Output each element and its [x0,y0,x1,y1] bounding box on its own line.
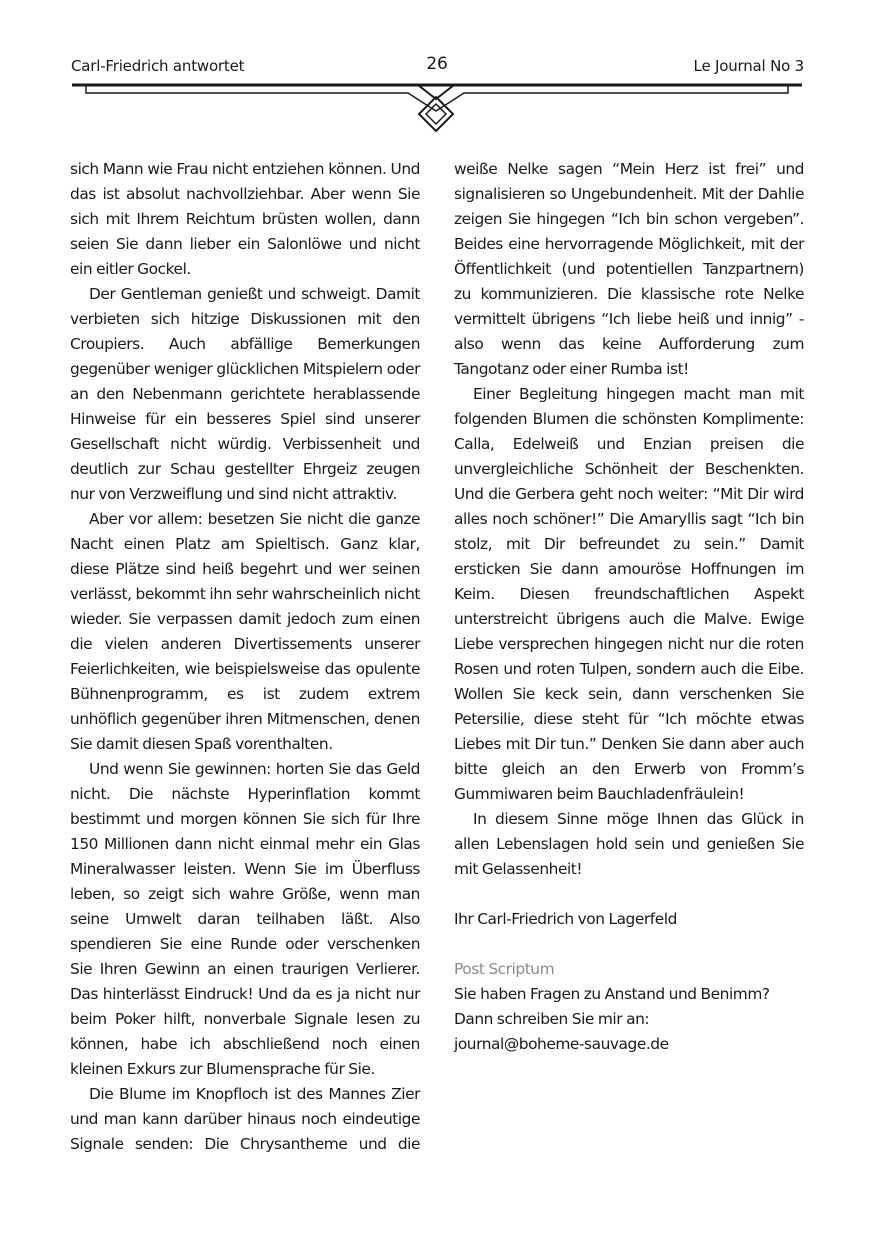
paragraph: Die Blume im Knopfloch ist des Mannes Zier und man kann darüber hinaus noch eindeutige Signale senden: Die Chrysantheme und die [70,1085,420,1153]
paragraph: Aber vor allem: besetzen Sie nicht die ganze Nacht einen Platz am Spieltisch. Ganz klar, diese Plätze sind heiß begehrt und wer seinen verlässt, bekommt ihn sehr wahrscheinlich nicht wieder. Sie verpassen damit jedoch zum einen die vielen anderen Divertissements unserer Feierlichkeiten, wie beispielsweise das opulente Bühnenprogramm, es ist zudem extrem unhöflich gegenüber ihren Mitmenschen, denen Sie damit diesen Spaß vorenthalten. [70,510,420,753]
paragraph: sich Mann wie Frau nicht entziehen können. Und das ist absolut nachvollziehbar. Aber wenn Sie sich mit Ihrem Reichtum brüsten wollen, dann seien Sie dann lieber ein Salonlöwe und nicht ein eitler Gockel. [70,160,420,278]
paragraph: Und wenn Sie gewinnen: horten Sie das Geld nicht. Die nächste Hyperinflation kommt bestimmt und morgen können Sie sich für Ihre 150 Millionen dann nicht einmal mehr ein Glas Mineralwasser leisten. Wenn Sie im Überfluss leben, so zeigt sich wahre Größe, wenn man seine Umwelt daran teilhaben läßt. Also spendieren Sie eine Runde oder verschenken Sie Ihren Gewinn an einen traurigen Verlierer. Das hinterlässt Eindruck! Und da es ja nicht nur beim Poker hilft, nonverbale Signale lesen zu können, habe ich abschließend noch einen kleinen Exkurs zur Blumensprache für Sie. [70,760,420,1078]
post-scriptum-line: Dann schreiben Sie mir an: [454,1010,650,1028]
paragraph: weiße Nelke sagen “Mein Herz ist frei” und signalisieren so Ungebundenheit. Mit der Dahlie zeigen Sie hingegen “Ich bin schon vergeben”. Beides eine hervorragende Möglichkeit, mit der Öffentlichkeit (und potentiellen Tanzpartnern) zu kommunizieren. Die klassische rote Nelke vermittelt übrigens “Ich liebe heiß und innig” - also wenn das keine Aufforderung zum Tangotanz oder einer Rumba ist! [454,160,804,378]
paragraph: In diesem Sinne möge Ihnen das Glück in allen Lebenslagen hold sein und genießen Sie mit Gelassenheit! [454,810,804,878]
paragraph: Einer Begleitung hingegen macht man mit folgenden Blumen die schönsten Komplimente: Calla, Edelweiß und Enzian preisen die unvergleichliche Schönheit der Beschenkten. Und die Gerbera geht noch weiter: “Mit Dir wird alles noch schöner!” Die Amaryllis sagt “Ich bin stolz, mit Dir befreundet zu sein.” Damit ersticken Sie dann amouröse Hoffnungen im Keim. Diesen freundschaftlichen Aspekt unterstreicht übrigens auch die Malve. Ewige Liebe versprechen hingegen nicht nur die roten Rosen und roten Tulpen, sondern auch die Eibe. Wollen Sie keck sein, dann verschenken Sie Petersilie, diese steht für “Ich möchte etwas Liebes mit Dir tun.” Denken Sie dann aber auch bitte gleich an den Erwerb von Fromm’s Gummiwaren beim Bauchladenfräulein! [454,385,804,803]
paragraph: Der Gentleman genießt und schweigt. Damit verbieten sich hitzige Diskussionen mit den Croupiers. Auch abfällige Bemerkungen gegenüber weniger glücklichen Mitspielern oder an den Nebenmann gerichtete herablassende Hinweise für ein besseres Spiel sind unserer Gesellschaft nicht würdig. Verbissenheit und deutlich zur Schau gestellter Ehrgeiz zeugen nur von Verzweiflung und sind nicht attraktiv. [70,285,420,503]
page-number: 26 [426,54,448,74]
header-ornament [0,75,874,135]
signature: Ihr Carl-Friedrich von Lagerfeld [454,910,677,928]
post-scriptum-label: Post Scriptum [454,960,555,978]
contact-email: journal@boheme-sauvage.de [454,1035,669,1053]
left-column [70,157,420,1157]
running-header-right: Le Journal No 3 [693,57,804,75]
running-header-left: Carl-Friedrich antwortet [71,57,245,75]
right-column [454,157,804,1057]
post-scriptum-line: Sie haben Fragen zu Anstand und Benimm? [454,985,770,1003]
